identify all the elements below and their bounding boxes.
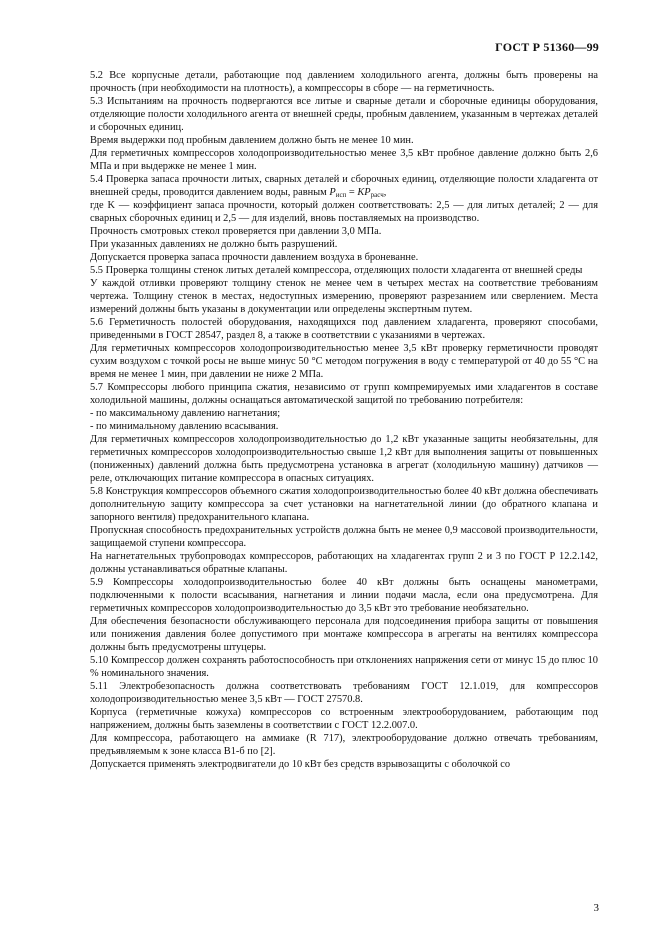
paragraph-5-4 xyxy=(90,174,598,200)
paragraph: Допускается проверка запаса прочности давлением воздуха в броневанне. xyxy=(90,252,419,264)
paragraph: Прочность смотровых стекол проверяется при давлении 3,0 МПа. xyxy=(90,226,382,237)
paragraph: У каждой отливки проверяют толщину стенок не менее чем в четырех местах на соответствие требованиям чертежа. Толщину стенок в местах, недоступных измерению, проверяют разрезанием или сверлением. Места измерений должны быть указаны в документации или определены экспертным путем. xyxy=(90,278,598,316)
paragraph-5-7: 5.7 Компрессоры любого принципа сжатия, независимо от групп компремируемых ими хладагентов в составе холодильной машины, должны оснащаться автоматической защитой по требованию потребителя: xyxy=(90,382,598,407)
paragraph: При указанных давлениях не должно быть разрушений. xyxy=(90,239,338,251)
paragraph-5-10: 5.10 Компрессор должен сохранять работоспособность при отклонениях напряжения сети от минус 15 до плюс 10 % номинального значения. xyxy=(90,654,598,679)
paragraph-5-5: 5.5 Проверка толщины стенок литых деталей компрессора, отделяющих полости хладагента от внешней среды xyxy=(90,265,583,277)
paragraph: Для герметичных компрессоров холодопроизводительностью менее 3,5 кВт пробное давление должно быть 2,6 МПа и при выдержке не менее 1 мин. xyxy=(90,148,598,172)
paragraph: Пропускная способность предохранительных устройств должна быть не менее 0,9 массовой производительности, защищаемой ступени компрессора. xyxy=(90,525,598,549)
page-number: 3 xyxy=(593,902,599,914)
list-item: - по максимальному давлению нагнетания; xyxy=(90,408,281,420)
paragraph: Время выдержки под пробным давлением должно быть не менее 10 мин. xyxy=(90,134,414,146)
formula-kp-sub: расч xyxy=(370,190,384,199)
paragraph: Для компрессора, работающего на аммиаке (R 717), электрооборудование должно отвечать требованиям, предъявляемым к зоне класса В1-б по [2]. xyxy=(90,732,598,757)
paragraph-5-9: 5.9 Компрессоры холодопроизводительностью более 40 кВт должны быть оснащены манометрами, подключенными к полости всасывания, нагнетания и линии подачи масла, если она предусмотрена. Для герметичных компрессоров холодопроизводительностью до 3,5 кВт это требование необязательно. xyxy=(90,577,598,614)
formula-equals: = xyxy=(346,186,358,198)
paragraph-5-11: 5.11 Электробезопасность должна соответствовать требованиям ГОСТ 12.1.019, для компрессоров холодопроизводительностью менее 3,5 кВт — ГОСТ 27570.8. xyxy=(90,680,598,705)
standard-header: ГОСТ Р 51360—99 xyxy=(495,40,599,54)
paragraph: Для герметичных компрессоров холодопроизводительностью до 1,2 кВт указанные защиты необязательны, для герметичных компрессоров холодопроизводительностью свыше 1,2 кВт для выполнения защиты от повышенных (пониженных) давлений должна быть предусмотрена установка в агрегат (холодильную машину) датчиков — реле, отключающих питание компрессора в опасных ситуациях. xyxy=(90,434,598,485)
paragraph: где K — коэффициент запаса прочности, который должен соответствовать: 2,5 — для литых деталей; 2 — для сварных сборочных единиц и 2,5 — для изделий, вновь поставляемых на производство. xyxy=(90,200,598,224)
paragraph: Допускается применять электродвигатели до 10 кВт без средств взрывозащиты с оболочкой со xyxy=(90,758,511,770)
paragraph: На нагнетательных трубопроводах компрессоров, работающих на хладагентах групп 2 и 3 по ГОСТ Р 12.2.142, должны устанавливаться обратные клапаны. xyxy=(90,551,598,575)
formula-p-symbol: P xyxy=(329,186,336,198)
paragraph-5-2: 5.2 Все корпусные детали, работающие под давлением холодильного агента, должны быть проверены на прочность (при необходимости на плотность), а компрессоры в сборе — на герметичность. xyxy=(90,70,598,94)
list-item: - по минимальному давлению всасывания. xyxy=(90,421,279,433)
paragraph-5-8: 5.8 Конструкция компрессоров объемного сжатия холодопроизводительностью более 40 кВт должна обеспечивать дополнительную защиту компрессора за счет установки на нагнетательной линии (до обратного клапана и запорного вентиля) предохранительного клапана. xyxy=(90,486,598,523)
paragraph: Для герметичных компрессоров холодопроизводительностью менее 3,5 кВт проверку герметичности проводят сухим воздухом с точкой росы не выше минус 50 °С методом погружения в воду с температурой от 40 до 55 °С на время не менее 1 мин, при давлении не ниже 2 МПа. xyxy=(90,343,598,381)
formula-suffix: , xyxy=(383,186,387,198)
formula-p-sub: исп xyxy=(335,190,347,199)
paragraph-5-6: 5.6 Герметичность полостей оборудования, находящихся под давлением хладагента, проверяют способами, приведенными в ГОСТ 28547, раздел 8, а также в соответствии с указаниями в чертежах. xyxy=(90,317,598,342)
formula-kp: KP xyxy=(357,186,371,198)
document-body xyxy=(90,70,598,772)
paragraph: Корпуса (герметичные кожуха) компрессоров со встроенным электрооборудованием, работающим под напряжением, должны быть заземлены в соответствии с ГОСТ 12.2.007.0. xyxy=(90,706,598,731)
formula-prefix: 5.4 Проверка запаса прочности литых, сварных деталей и сборочных единиц, отделяющие полости хладагента от внешней среды, проводится давлением воды, равным xyxy=(90,174,598,198)
paragraph: Для обеспечения безопасности обслуживающего персонала для подсоединения прибора защиты от повышения или понижения давления более допустимого при монтаже компрессора в агрегаты на вентилях компрессора должны быть предусмотрены штуцеры. xyxy=(90,616,598,653)
paragraph-5-3: 5.3 Испытаниям на прочность подвергаются все литые и сварные детали и сборочные единицы оборудования, отделяющие полости холодильного агента от внешней среды, пробным давлением, указанным в чертежах деталей и сборочных единиц. xyxy=(90,96,598,133)
